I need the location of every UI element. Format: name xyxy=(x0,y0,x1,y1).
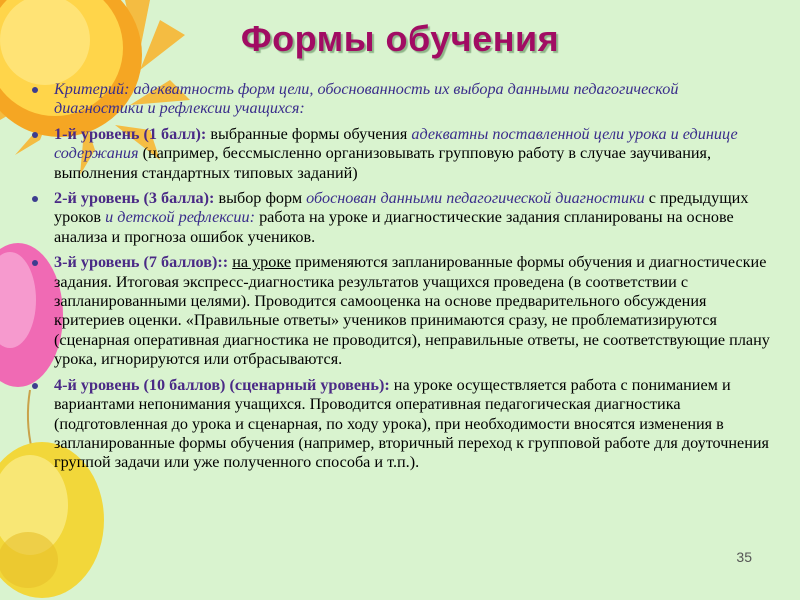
level-2-text-3: работа на уроке и диагностические задания спланированы на основе анализа и прогноза ошибок учеников. xyxy=(54,208,734,246)
slide-title: Формы обучения xyxy=(240,18,560,59)
list-item-level-2 xyxy=(30,189,770,247)
yellow-balloon-shade xyxy=(0,532,58,588)
level-2-emphasis: обоснован данными педагогической диагностики xyxy=(306,189,645,208)
level-3-underlined: на уроке xyxy=(232,253,292,272)
bullet-icon xyxy=(32,383,38,389)
criteria-list xyxy=(30,80,770,479)
criterion-text: Критерий: адекватность форм цели, обоснованность их выбора данными педагогической диагностики и рефлексии учащихся: xyxy=(54,80,679,118)
bullet-icon xyxy=(32,132,38,138)
level-3-label: 3-й уровень (7 баллов):: xyxy=(54,253,229,272)
list-item-level-4 xyxy=(30,376,770,473)
level-2-emphasis-2: и детской рефлексии: xyxy=(105,208,256,227)
level-1-text-2: (например, бессмысленно организовывать групповую работу в случае заучивания, выполнения стандартных типовых заданий) xyxy=(54,144,712,182)
level-4-label: 4-й уровень (10 баллов) (сценарный уровень): xyxy=(54,375,390,394)
level-1-label: 1-й уровень (1 балл): xyxy=(54,124,207,143)
level-2-text: выбор форм xyxy=(214,189,307,208)
bullet-icon xyxy=(32,87,38,93)
list-item-level-3 xyxy=(30,253,770,369)
level-1-emphasis: адекватны поставленной цели урока и единице содержания xyxy=(54,124,738,163)
level-2-text-2: с предыдущих уроков xyxy=(54,189,749,227)
list-item-criterion xyxy=(30,80,770,119)
bullet-icon xyxy=(32,196,38,202)
level-1-text: выбранные формы обучения xyxy=(206,124,412,143)
page-number: 35 xyxy=(736,549,752,565)
level-3-text: применяются запланированные формы обучения и диагностические задания. Итоговая экспресс-диагностика результатов учащихся проведена (в соответствии с запланированными целями). Проводится самооценка на основе предварительного обсуждения критериев оценки. «Правильные ответы» учеников принимаются сразу, не проблематизируются (сценарная оперативная диагностика не проводится), неправильные ответы, не соответствующие плану урока, игнорируются или отбрасываются. xyxy=(54,253,770,369)
level-2-label: 2-й уровень (3 балла): xyxy=(54,189,215,208)
list-item-level-1 xyxy=(30,125,770,183)
level-4-text: на уроке осуществляется работа с пониманием и вариантами непонимания учащихся. Проводится оперативная педагогическая диагностика (подготовленная до урока и сценарная, по ходу урока), при необходимости вносятся изменения в запланированные формы обучения (например, вторичный переход к групповой работе для доуточнения группой задачи или уже полученного способа и т.п.). xyxy=(54,375,769,472)
bullet-icon xyxy=(32,260,38,266)
